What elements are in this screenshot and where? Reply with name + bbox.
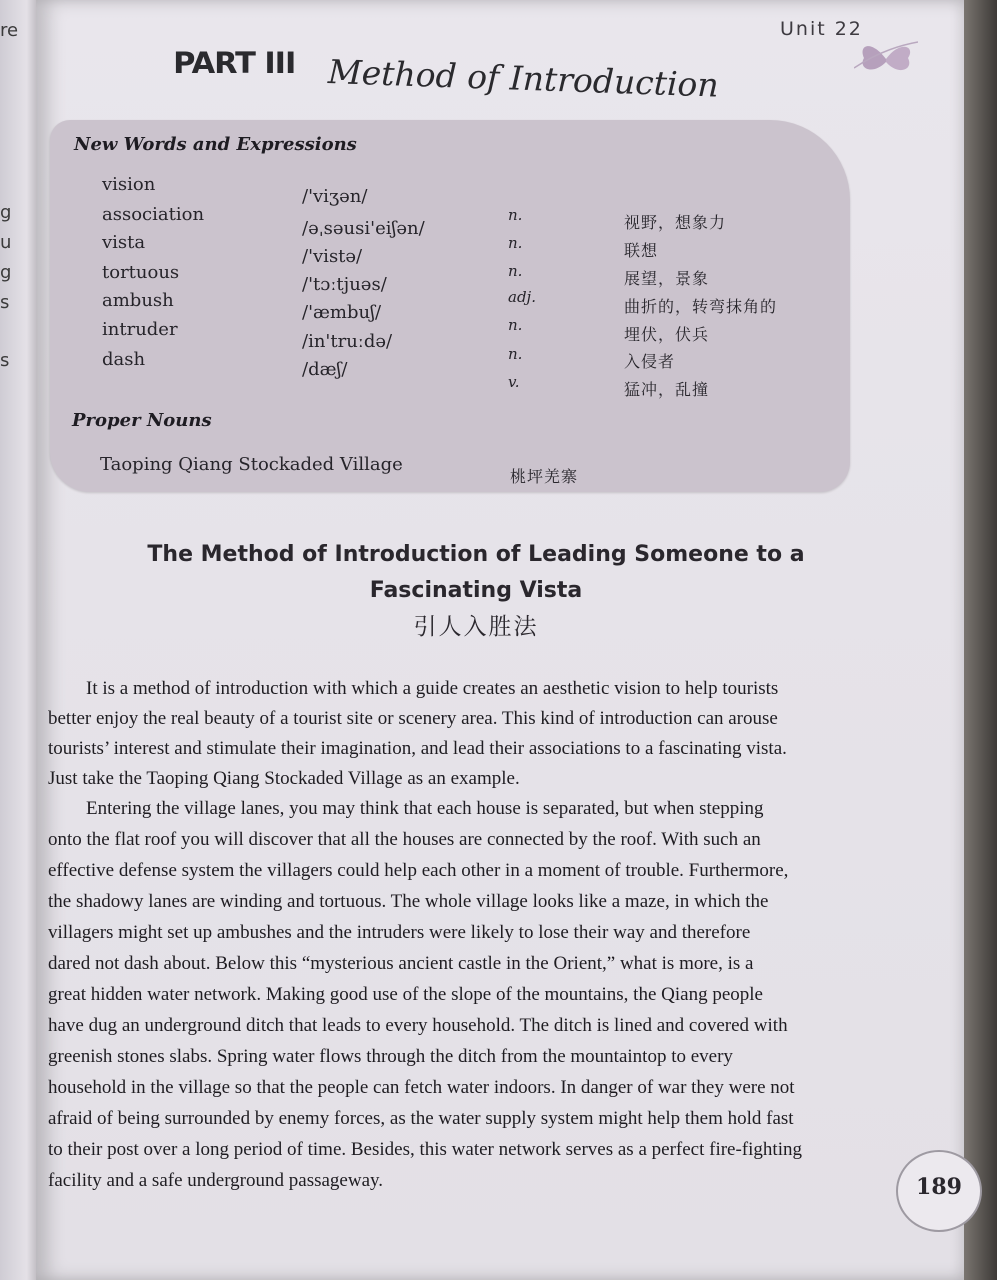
paragraph-line: onto the flat roof you will discover that all the houses are connected by the roof. With such an — [48, 829, 761, 850]
paragraph-line: better enjoy the real beauty of a tourist site or scenery area. This kind of introduction can arouse — [48, 708, 778, 729]
vocab-meaning: 入侵者 — [624, 352, 676, 371]
vocab-row — [50, 349, 850, 399]
vocab-pos: n. — [508, 316, 523, 334]
vocab-pos: adj. — [508, 288, 536, 306]
vocab-pos: n. — [508, 345, 523, 363]
vocab-meaning: 展望，景象 — [624, 269, 710, 288]
vocab-phonetic: /əˌsəusi'eiʃən/ — [302, 218, 425, 239]
vocabulary-box — [50, 120, 850, 492]
vocab-word: intruder — [102, 319, 178, 340]
vocab-pos: n. — [508, 234, 523, 252]
vocab-phonetic: /'vistə/ — [302, 246, 363, 267]
paragraph-line: effective defense system the villagers could help each other in a moment of trouble. Furthermore, — [48, 860, 789, 881]
background-surface — [964, 0, 997, 1280]
vocab-phonetic: /in'truːdə/ — [302, 331, 393, 352]
vocab-meaning: 埋伏，伏兵 — [624, 325, 710, 344]
vocab-pos: v. — [508, 373, 520, 391]
proper-noun: Taoping Qiang Stockaded Village — [100, 454, 403, 475]
vocab-word: tortuous — [102, 262, 180, 283]
part-label: PART III — [173, 46, 296, 80]
article-title-continued: Fascinating Vista — [369, 578, 583, 603]
vocab-word: vision — [102, 174, 156, 195]
vocab-pos: n. — [508, 262, 523, 280]
paragraph-line: tourists’ interest and stimulate their imagination, and lead their associations to a fascinating vista. — [48, 738, 787, 759]
edge-text: re — [0, 20, 19, 41]
page-number: 189 — [916, 1174, 962, 1200]
paragraph-line: great hidden water network. Making good use of the slope of the mountains, the Qiang people — [48, 984, 763, 1005]
edge-text: g — [0, 262, 12, 283]
paragraph-line: Entering the village lanes, you may think that each house is separated, but when stepping — [86, 798, 764, 819]
edge-text: u — [0, 232, 12, 253]
paragraph-line: to their post over a long period of time. Besides, this water network serves as a perfect fire-fighting — [48, 1139, 802, 1160]
paragraph-line: have dug an underground ditch that leads to every household. The ditch is lined and covered with — [48, 1015, 788, 1036]
vocab-phonetic: /'tɔːtjuəs/ — [302, 274, 387, 295]
paragraph-line: household in the village so that the people can fetch water indoors. In danger of war they were not — [48, 1077, 795, 1098]
edge-text: s — [0, 292, 10, 313]
vocab-word: vista — [102, 232, 146, 253]
paragraph-line: facility and a safe underground passageway. — [48, 1170, 384, 1191]
article-title-chinese: 引人入胜法 — [413, 614, 539, 640]
vocab-word: association — [102, 204, 205, 225]
page-number-badge — [896, 1150, 982, 1232]
vocab-meaning: 猛冲，乱撞 — [624, 380, 710, 399]
proper-noun-meaning: 桃坪羌寨 — [510, 467, 579, 486]
part-title: Method of Introduction — [327, 52, 720, 105]
vocab-word: ambush — [102, 290, 174, 311]
edge-text: s — [0, 350, 10, 371]
vocab-pos: n. — [508, 206, 523, 224]
paragraph-line: villagers might set up ambushes and the intruders were likely to lose their way and therefore — [48, 922, 751, 943]
proper-nouns-heading: Proper Nouns — [72, 410, 212, 431]
vocab-meaning: 联想 — [624, 241, 659, 260]
paragraph-line: the shadowy lanes are winding and tortuous. The whole village looks like a maze, in which the — [48, 891, 769, 912]
vocab-phonetic: /dæʃ/ — [302, 359, 348, 380]
paragraph-line: dared not dash about. Below this “mysterious ancient castle in the Orient,” what is more, is a — [48, 953, 754, 974]
vocab-meaning: 曲折的，转弯抹角的 — [624, 297, 778, 316]
paragraph-line: Just take the Taoping Qiang Stockaded Village as an example. — [48, 768, 520, 789]
article-title: The Method of Introduction of Leading Someone to a — [147, 542, 805, 567]
vocab-phonetic: /'viʒən/ — [302, 186, 368, 207]
vocab-word: dash — [102, 349, 146, 370]
paragraph-line: afraid of being surrounded by enemy forces, as the water supply system might help them hold fast — [48, 1108, 794, 1129]
butterfly-icon — [854, 38, 918, 80]
textbook-page — [36, 0, 964, 1280]
unit-label: Unit 22 — [780, 18, 863, 40]
paragraph-line: greenish stones slabs. Spring water flows through the ditch from the mountaintop to every — [48, 1046, 733, 1067]
edge-text: g — [0, 202, 12, 223]
vocab-phonetic: /'æmbuʃ/ — [302, 302, 382, 323]
vocab-heading: New Words and Expressions — [74, 134, 357, 155]
left-page-edge — [0, 0, 38, 1280]
vocab-meaning: 视野，想象力 — [624, 213, 727, 232]
paragraph-line: It is a method of introduction with which a guide creates an aesthetic vision to help tourists — [86, 678, 779, 699]
